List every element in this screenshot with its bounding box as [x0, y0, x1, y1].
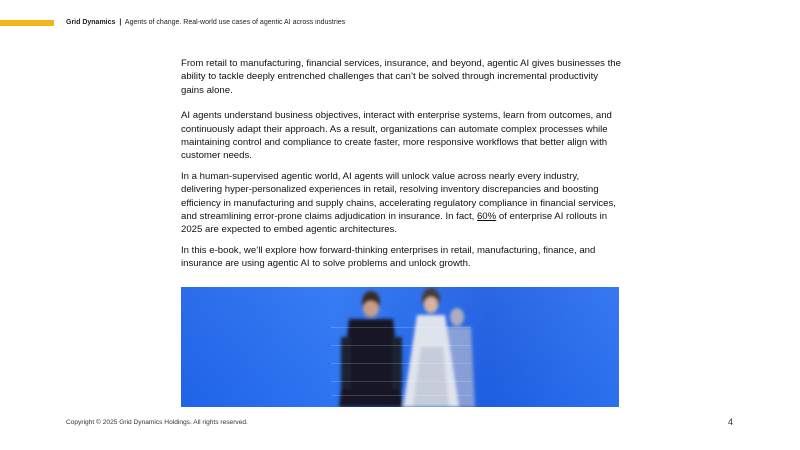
- stat-link-60-percent[interactable]: 60%: [476, 211, 497, 223]
- page-header: [66, 17, 345, 28]
- header-brand: Grid Dynamics: [66, 19, 116, 26]
- paragraph-2: AI agents understand business objectives, interact with enterprise systems, learn from outcomes, and continuously adapt their approach. As a result, organizations can automate complex processes while maintaining control and compliance to create faster, more responsive workflows that better align with customer needs.: [181, 110, 612, 162]
- paragraph-3-end: of enterprise AI rollouts in 2025 are expected to embed agentic architectures.: [181, 211, 608, 236]
- page-number: 4: [727, 417, 733, 427]
- paragraph-1: From retail to manufacturing, financial services, insurance, and beyond, agentic AI gives businesses the ability to tackle deeply entrenched challenges that can’t be solved through incremental productivity gains alone.: [181, 58, 621, 96]
- hero-image: [181, 287, 619, 407]
- body-text: [181, 57, 621, 278]
- header-subtitle: Agents of change. Real-world use cases of agentic AI across industries: [124, 19, 346, 26]
- header-accent-bar: [0, 20, 54, 26]
- header-separator: |: [119, 19, 122, 26]
- paragraph-4: In this e-book, we’ll explore how forward-thinking enterprises in retail, manufacturing, finance, and insurance are using agentic AI to solve problems and unlock growth.: [181, 244, 596, 270]
- hero-figures-illustration: [181, 287, 619, 407]
- footer-copyright: Copyright © 2025 Grid Dynamics Holdings. All rights reserved.: [66, 419, 248, 426]
- paragraph-3: [181, 170, 621, 237]
- paragraph-3-start: In a human-supervised agentic world, AI agents will unlock value across nearly every industry, delivering hyper-personalized experiences in retail, resolving inventory discrepancies and boosting efficiency in manufacturing and supply chains, accelerating regulatory compliance in financial services, and streamlining error-prone claims adjudication in insurance. In fact,: [181, 170, 616, 223]
